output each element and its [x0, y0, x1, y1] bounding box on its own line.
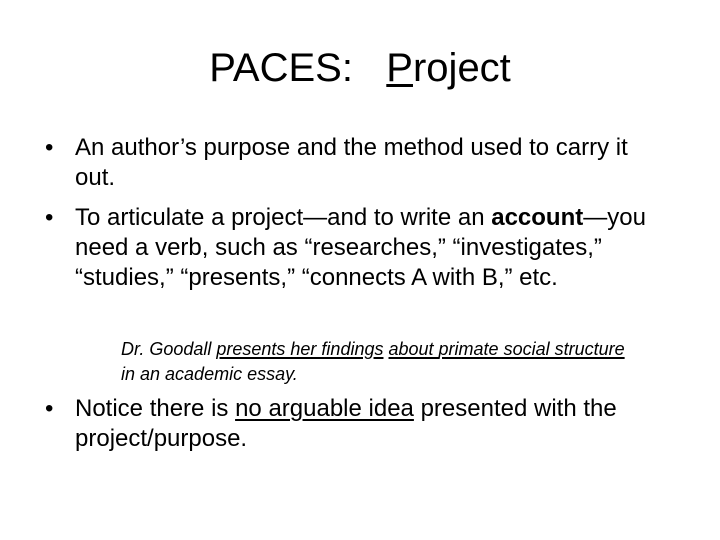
example-text: in an academic essay.	[121, 364, 298, 384]
example-underline-verb: presents her findings	[216, 339, 384, 359]
bullet-item-purpose	[45, 133, 668, 193]
example-underline-about: about	[388, 339, 439, 359]
example-text: Dr. Goodall	[121, 339, 217, 359]
bullet-icon: •	[45, 395, 54, 422]
bullet-text-part: Notice there is	[75, 395, 236, 422]
title-rest: roject	[412, 46, 511, 90]
bold-term-account: account	[491, 204, 584, 231]
bullet-icon: •	[45, 134, 54, 161]
bullet-item-no-argument	[45, 394, 668, 454]
bullet-icon: •	[45, 204, 54, 231]
bullet-text-part: —you need a verb, such as “researches,” “investigates,” “studies,” “presents,” “connects A with B,” etc.	[75, 204, 646, 291]
bullet-text	[75, 394, 668, 454]
title-underlined-letter: P	[386, 46, 413, 90]
slide-title	[0, 44, 720, 92]
bullet-text-part: presented with the project/purpose.	[75, 395, 617, 452]
bullet-text	[75, 203, 668, 293]
title-prefix: PACES:	[209, 46, 387, 90]
bullet-item-project-verb	[45, 203, 668, 293]
example-underline-topic: primate social structure	[438, 339, 625, 359]
bullet-text: An author’s purpose and the method used to carry it out.	[75, 134, 628, 191]
underlined-phrase: no arguable idea	[235, 395, 414, 422]
example-sentence	[121, 337, 641, 387]
bullet-text-part: To articulate a project—and to write an	[75, 204, 492, 231]
